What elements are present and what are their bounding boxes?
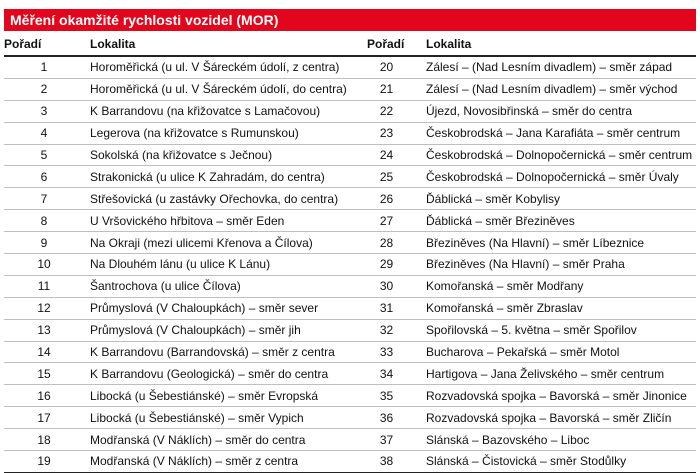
row-location-left: Sokolská (na křižovatce s Ječnou) [84, 144, 359, 166]
row-order-left: 10 [4, 254, 84, 276]
row-order-right: 27 [359, 210, 414, 232]
row-location-right: Českobrodská – Dolnopočernická – směr centrum [414, 144, 696, 166]
row-location-right: Ďáblická – směr Březiněves [414, 210, 696, 232]
row-order-left: 7 [4, 188, 84, 210]
row-location-right: Slánská – Čistovická – směr Stodůlky [414, 451, 696, 473]
table-row [4, 232, 696, 254]
row-location-left: Průmyslová (V Chaloupkách) – směr sever [84, 297, 359, 319]
row-location-left: Modřanská (V Náklích) – směr z centra [84, 451, 359, 473]
row-order-left: 4 [4, 122, 84, 144]
row-order-left: 6 [4, 166, 84, 188]
table-row [4, 341, 696, 363]
header-location-left: Lokalita [84, 33, 359, 56]
row-order-right: 25 [359, 166, 414, 188]
row-location-right: Českobrodská – Jana Karafiáta – směr centrum [414, 122, 696, 144]
row-location-right: Spořilovská – 5. května – směr Spořilov [414, 319, 696, 341]
row-location-right: Zálesí – (Nad Lesním divadlem) – směr východ [414, 78, 696, 100]
row-order-right: 21 [359, 78, 414, 100]
table-title: Měření okamžité rychlosti vozidel (MOR) [4, 9, 696, 31]
row-location-left: Libocká (u Šebestiánské) – směr Evropská [84, 385, 359, 407]
row-location-right: Komořanská – směr Zbraslav [414, 297, 696, 319]
row-location-left: K Barrandovu (na křižovatce s Lamačovou) [84, 100, 359, 122]
row-order-left: 14 [4, 341, 84, 363]
table-row [4, 210, 696, 232]
header-order-left: Pořadí [4, 33, 84, 56]
row-location-left: Průmyslová (V Chaloupkách) – směr jih [84, 319, 359, 341]
row-location-left: K Barrandovu (Geologická) – směr do centra [84, 363, 359, 385]
table-row [4, 78, 696, 100]
table-row [4, 254, 696, 276]
row-order-left: 17 [4, 407, 84, 429]
table-row [4, 451, 696, 473]
table-row [4, 122, 696, 144]
row-order-right: 22 [359, 100, 414, 122]
row-order-right: 33 [359, 341, 414, 363]
row-order-right: 30 [359, 275, 414, 297]
table-row [4, 363, 696, 385]
row-location-left: Horoměřická (u ul. V Šáreckém údolí, z centra) [84, 56, 359, 78]
table-row [4, 144, 696, 166]
row-order-left: 19 [4, 451, 84, 473]
row-location-right: Rozvadovská spojka – Bavorská – směr Zličín [414, 407, 696, 429]
table-row [4, 56, 696, 78]
row-order-left: 18 [4, 429, 84, 451]
row-location-right: Českobrodská – Dolnopočernická – směr Úvaly [414, 166, 696, 188]
row-order-right: 24 [359, 144, 414, 166]
row-order-right: 32 [359, 319, 414, 341]
table-row [4, 275, 696, 297]
row-location-right: Březiněves (Na Hlavní) – směr Líbeznice [414, 232, 696, 254]
row-order-right: 36 [359, 407, 414, 429]
row-order-right: 28 [359, 232, 414, 254]
row-order-right: 31 [359, 297, 414, 319]
table-header-row [4, 33, 696, 56]
row-order-left: 13 [4, 319, 84, 341]
row-location-right: Rozvadovská spojka – Bavorská – směr Jinonice [414, 385, 696, 407]
row-order-left: 11 [4, 275, 84, 297]
row-order-left: 16 [4, 385, 84, 407]
row-location-left: Šantrochova (u ulice Čílova) [84, 275, 359, 297]
row-order-right: 29 [359, 254, 414, 276]
header-order-right: Pořadí [359, 33, 414, 56]
row-location-right: Hartigova – Jana Želivského – směr centrum [414, 363, 696, 385]
table-row [4, 319, 696, 341]
table-row [4, 100, 696, 122]
row-order-right: 34 [359, 363, 414, 385]
row-order-right: 23 [359, 122, 414, 144]
row-location-left: Strakonická (u ulice K Zahradám, do centra) [84, 166, 359, 188]
row-location-left: Na Okraji (mezi ulicemi Křenova a Čílova) [84, 232, 359, 254]
row-order-right: 37 [359, 429, 414, 451]
row-order-right: 38 [359, 451, 414, 473]
row-location-right: Bucharova – Pekařská – směr Motol [414, 341, 696, 363]
row-order-right: 20 [359, 56, 414, 78]
row-location-right: Zálesí – (Nad Lesním divadlem) – směr západ [414, 56, 696, 78]
row-location-left: Legerova (na křižovatce s Rumunskou) [84, 122, 359, 144]
row-location-right: Březiněves (Na Hlavní) – směr Praha [414, 254, 696, 276]
measurement-table [4, 33, 696, 473]
row-order-left: 3 [4, 100, 84, 122]
row-location-right: Komořanská – směr Modřany [414, 275, 696, 297]
header-location-right: Lokalita [414, 33, 696, 56]
row-order-left: 1 [4, 56, 84, 78]
row-location-left: Horoměřická (u ul. V Šáreckém údolí, do centra) [84, 78, 359, 100]
row-location-left: U Vršovického hřbitova – směr Eden [84, 210, 359, 232]
row-location-right: Újezd, Novosibřinská – směr do centra [414, 100, 696, 122]
table-row [4, 407, 696, 429]
row-location-left: Na Dlouhém lánu (u ulice K Lánu) [84, 254, 359, 276]
row-order-right: 35 [359, 385, 414, 407]
row-location-right: Ďáblická – směr Kobylisy [414, 188, 696, 210]
row-location-left: Libocká (u Šebestiánské) – směr Vypich [84, 407, 359, 429]
row-order-left: 12 [4, 297, 84, 319]
table-row [4, 188, 696, 210]
row-order-left: 2 [4, 78, 84, 100]
row-location-left: K Barrandovu (Barrandovská) – směr z centra [84, 341, 359, 363]
row-order-left: 5 [4, 144, 84, 166]
row-order-right: 26 [359, 188, 414, 210]
table-body [4, 56, 696, 472]
row-order-left: 8 [4, 210, 84, 232]
table-row [4, 385, 696, 407]
table-row [4, 297, 696, 319]
row-order-left: 15 [4, 363, 84, 385]
row-location-right: Slánská – Bazovského – Liboc [414, 429, 696, 451]
table-row [4, 166, 696, 188]
row-order-left: 9 [4, 232, 84, 254]
row-location-left: Střešovická (u zastávky Ořechovka, do centra) [84, 188, 359, 210]
row-location-left: Modřanská (V Náklích) – směr do centra [84, 429, 359, 451]
table-row [4, 429, 696, 451]
